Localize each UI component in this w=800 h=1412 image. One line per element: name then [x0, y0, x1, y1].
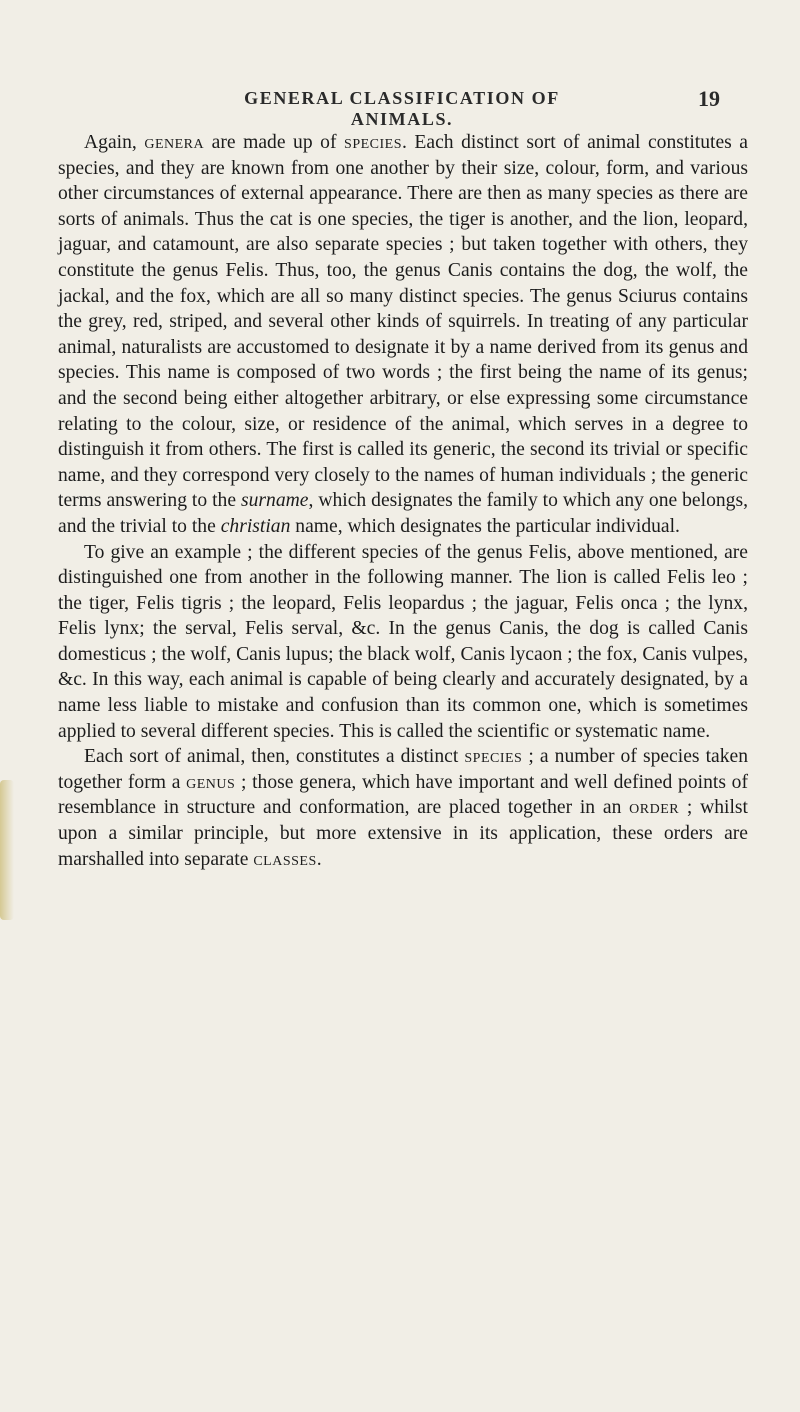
text-run: ; those genera, which have important and well defined points of resemblance in structure and conformation, are placed together in an	[58, 771, 748, 819]
text-run: are made up of	[204, 132, 345, 153]
page-stain	[0, 780, 14, 920]
text-run: .	[316, 848, 322, 870]
paragraph-1	[58, 130, 748, 540]
paragraph-2	[58, 540, 748, 745]
paragraph-3	[58, 744, 748, 872]
text-run-italic: christian	[220, 515, 291, 537]
text-run-smallcaps: order	[629, 797, 680, 819]
running-head: GENERAL CLASSIFICATION OF ANIMALS.	[244, 88, 560, 129]
text-run-smallcaps: species	[344, 132, 402, 153]
text-run: , which designates the family to which any one belongs, and the trivial to the	[58, 490, 748, 537]
text-run-smallcaps: classes	[253, 848, 317, 870]
text-run-italic: surname	[241, 490, 309, 512]
text-run: Again,	[84, 132, 145, 153]
text-run-smallcaps: genera	[144, 132, 205, 153]
text-run: . Each distinct sort of animal constitutes a species, and they are known from one another by their size, colour, form, and various other circumstances of external appearance. There are then as many species as there are sorts of animals. Thus the cat is one species, the tiger is another, and the lion, leopard, jaguar, and catamount, are also separate species ; but taken together with others, they constitute the genus Felis. Thus, too, the genus Canis contains the dog, the wolf, the jackal, and the fox, which are all so many distinct species. The genus Sciurus contains the grey, red, striped, and several other kinds of squirrels. In treating of any particular animal, naturalists are accustomed to designate it by a name derived from its genus and species. This name is composed of two words ; the first being the name of its genus; and the second being either altogether arbitrary, or else expressing some circumstance relating to the colour, size, or residence of the animal, which serves in a degree to distinguish it from others. The first is called its generic, the second its trivial or specific name, and they correspond very closely to the names of human individuals ; the generic terms answering to the	[58, 132, 748, 512]
text-run: Each sort of animal, then, constitutes a distinct	[84, 746, 465, 768]
body-text	[58, 130, 748, 872]
page-number: 19	[698, 86, 720, 111]
text-run: ; a number of species taken together form a	[58, 746, 749, 793]
text-run: name, which designates the particular individual.	[290, 515, 680, 537]
text-run: ; whilst upon a similar principle, but more extensive in its application, these orders are marshalled into separate	[58, 797, 749, 870]
text-run-smallcaps: genus	[186, 771, 236, 793]
text-run: To give an example ; the different species of the genus Felis, above mentioned, are distinguished one from another in the following manner. The lion is called Felis leo ; the tiger, Felis tigris ; the leopard, Felis leopardus ; the jaguar, Felis onca ; the lynx, Felis lynx; the serval, Felis serval, &c. In the genus Canis, the dog is called Canis domesticus ; the wolf, Canis lupus; the black wolf, Canis lycaon ; the fox, Canis vulpes, &c. In this way, each animal is capable of being clearly and accurately designated, by a name less liable to mistake and confusion than its common one, which is sometimes applied to several different species. This is called the scientific or systematic name.	[58, 541, 748, 742]
text-run-smallcaps: species	[464, 746, 523, 768]
